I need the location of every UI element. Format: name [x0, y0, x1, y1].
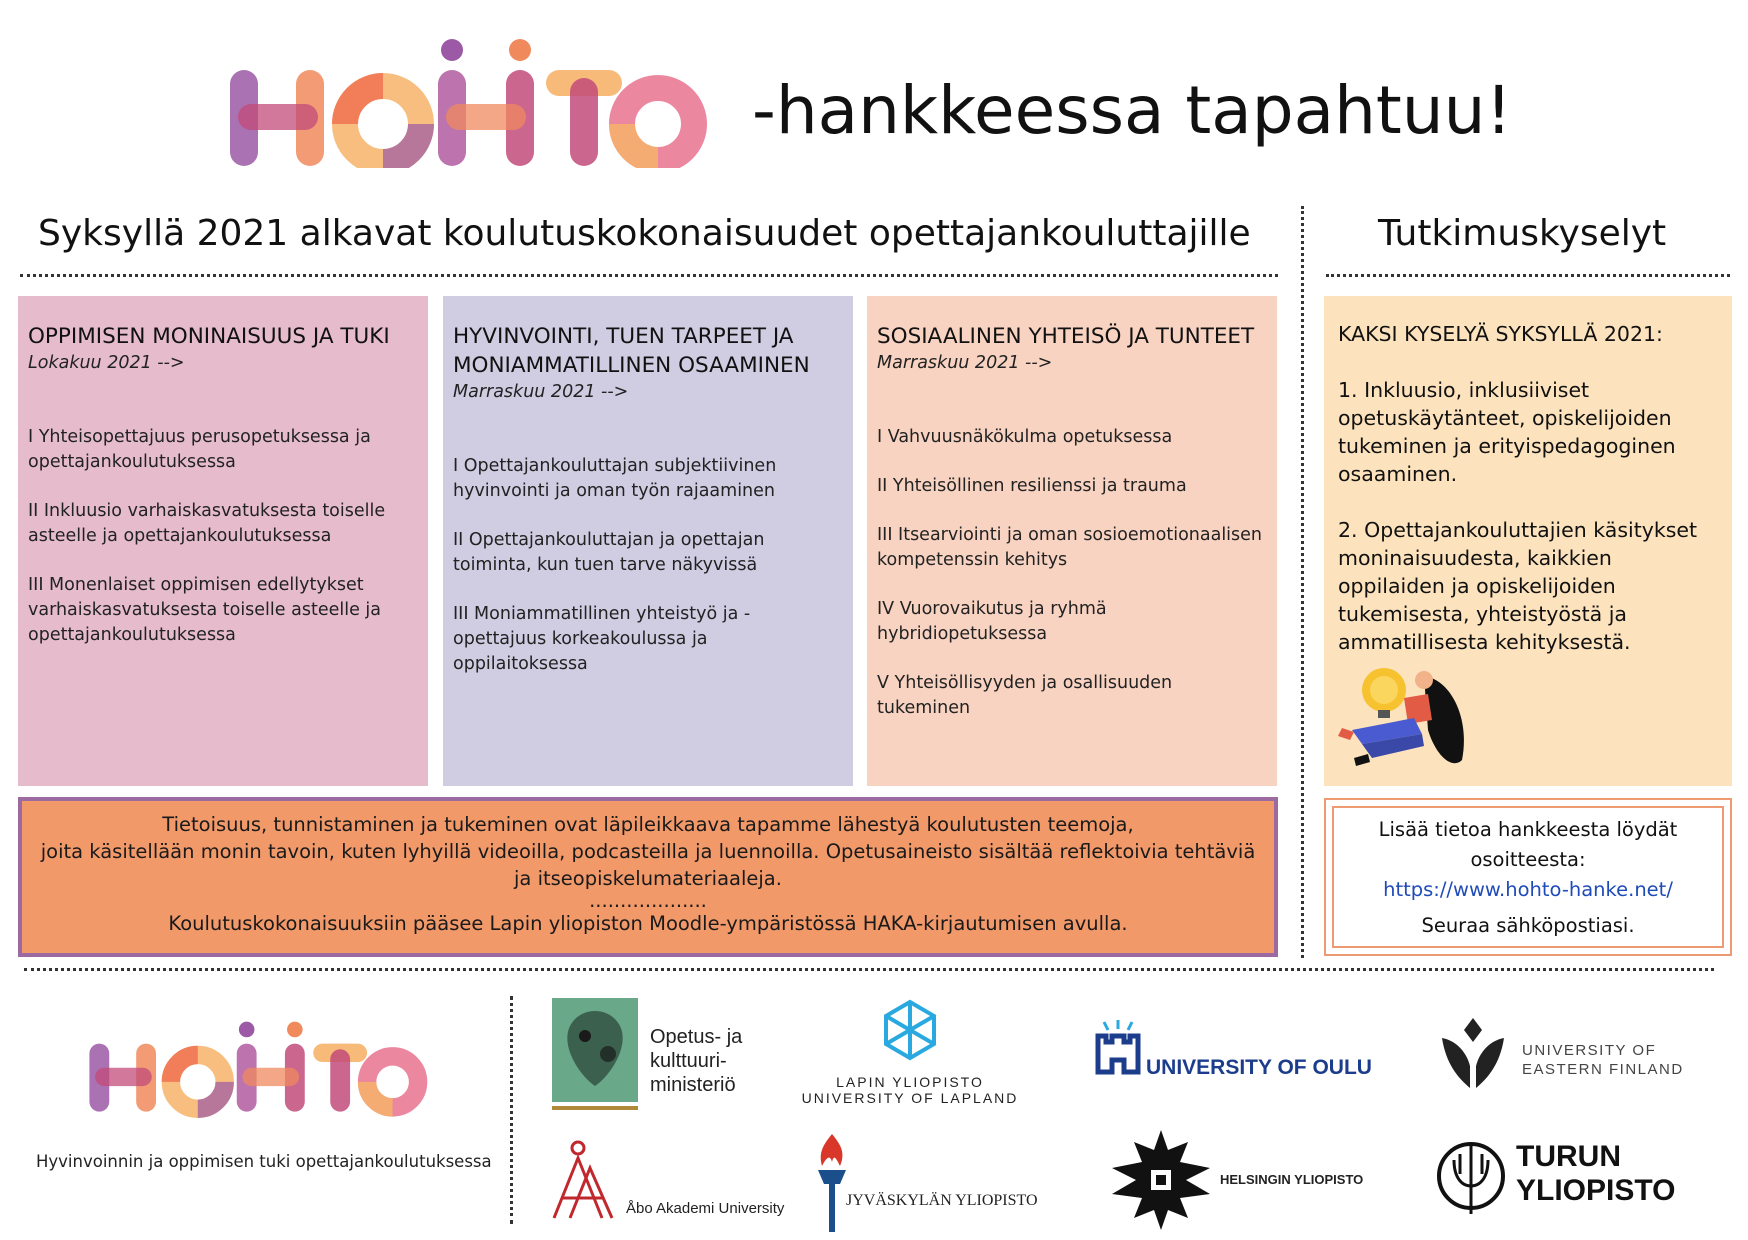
- turku-text-line: YLIOPISTO: [1516, 1174, 1676, 1207]
- okm-text-line: Opetus- ja: [650, 1026, 743, 1048]
- abo-text: Åbo Akademi University: [626, 1200, 785, 1217]
- oulu-castle-icon: [1094, 1020, 1142, 1076]
- left-title-divider: [20, 274, 1278, 277]
- helsinki-text: HELSINGIN YLIOPISTO: [1220, 1172, 1364, 1187]
- survey-item-2: 2. Opettajankouluttajien käsitykset moninaisuudesta, kaikkien oppilaiden ja opiskelijoiden tukemisesta, yhteistyöstä ja ammatillisesta kehityksestä.: [1338, 518, 1698, 654]
- oulu-text: UNIVERSITY OF OULU: [1146, 1056, 1372, 1079]
- footer-hohto-logo-graphic: [88, 1012, 428, 1122]
- card-title: SOSIAALINEN YHTEISÖ JA TUNTEET: [877, 324, 1255, 349]
- snowflake-icon: [878, 998, 942, 1064]
- footer-tagline: Hyvinvoinnin ja oppimisen tuki opettajankoulutuksessa: [36, 1152, 492, 1171]
- footer-divider: [24, 968, 1714, 971]
- card-date: Marraskuu 2021 -->: [453, 382, 629, 402]
- turku-emblem: [1436, 1134, 1506, 1220]
- training-card-wellbeing: [443, 296, 853, 786]
- card-item: II Yhteisöllinen resilienssi ja trauma: [877, 476, 1187, 496]
- survey-item-1: 1. Inkluusio, inklusiiviset opetuskäytänteet, opiskelijoiden tukeminen ja erityispedagoginen osaaminen.: [1338, 378, 1676, 486]
- footer-vertical-divider: [510, 996, 513, 1224]
- project-website-link[interactable]: https://www.hohto-hanke.net/: [1383, 878, 1673, 901]
- okm-text-line: kulttuuri-: [650, 1050, 727, 1072]
- okm-text-line: ministeriö: [650, 1074, 736, 1096]
- partner-helsinki-logo: [1106, 1128, 1366, 1236]
- info-banner: [18, 797, 1278, 957]
- headline: -hankkeessa tapahtuu!: [752, 72, 1512, 149]
- surveys-section-title: Tutkimuskyselyt: [1378, 213, 1667, 254]
- card-item: I Yhteisopettajuus perusopetuksessa ja opettajankoulutuksessa: [28, 427, 371, 472]
- lapland-text-fi: LAPIN YLIOPISTO: [836, 1074, 984, 1090]
- card-item: V Yhteisöllisyyden ja osallisuuden tukeminen: [877, 673, 1173, 718]
- partner-lapland-logo: [795, 998, 1025, 1114]
- vertical-divider: [1301, 206, 1304, 958]
- info-line: osoitteesta:: [1470, 848, 1586, 871]
- uef-leaf-icon: [1436, 1016, 1510, 1092]
- info-box: [1334, 815, 1722, 950]
- card-item: II Opettajankouluttajan ja opettajan toiminta, kun tuen tarve näkyvissä: [453, 530, 765, 575]
- lightbulb-person-illustration: [1332, 660, 1482, 780]
- partner-abo-logo: [552, 1140, 802, 1222]
- card-title: HYVINVOINTI, TUEN TARPEET JA MONIAMMATILLINEN OSAAMINEN: [453, 324, 810, 378]
- trainings-section-title: Syksyllä 2021 alkavat koulutuskokonaisuudet opettajankouluttajille: [38, 213, 1251, 254]
- uef-text-line: EASTERN FINLAND: [1522, 1061, 1684, 1078]
- partner-uef-logo: [1436, 1016, 1706, 1094]
- banner-separator: ...................: [589, 889, 707, 912]
- partner-oulu-logo: [1094, 1020, 1384, 1084]
- hohto-logo-graphic: [228, 38, 708, 168]
- banner-line: Koulutuskokonaisuuksiin pääsee Lapin yliopiston Moodle-ympäristössä HAKA-kirjautumisen avulla.: [168, 912, 1128, 935]
- partner-okm-logo: [550, 996, 750, 1116]
- abo-akademi-emblem: [552, 1140, 628, 1222]
- jyu-torch-icon: [810, 1132, 854, 1236]
- turku-text-line: TURUN: [1516, 1140, 1621, 1173]
- partner-jyu-logo: [810, 1132, 1060, 1238]
- okm-lion-emblem: [550, 996, 640, 1114]
- jyu-text: JYVÄSKYLÄN YLIOPISTO: [846, 1192, 1038, 1209]
- training-card-diversity: [18, 296, 428, 786]
- helsinki-flame-emblem: [1106, 1128, 1216, 1232]
- info-line: Lisää tietoa hankkeesta löydät: [1378, 818, 1678, 841]
- footer-hohto-logo: [88, 1012, 428, 1122]
- card-item: IV Vuorovaikutus ja ryhmä hybridiopetuksessa: [877, 599, 1107, 644]
- partner-turku-logo: [1436, 1134, 1706, 1224]
- card-item: II Inkluusio varhaiskasvatuksesta toiselle asteelle ja opettajankoulutuksessa: [28, 501, 386, 546]
- banner-line: Tietoisuus, tunnistaminen ja tukeminen ovat läpileikkaava tapamme lähestyä koulutusten teemoja,: [162, 813, 1134, 836]
- banner-line: ja itseopiskelumateriaaleja.: [514, 867, 782, 890]
- banner-line: joita käsitellään monin tavoin, kuten lyhyillä videoilla, podcasteilla ja luennoilla. Opetusaineisto sisältää reflektoivia tehtäviä: [40, 840, 1256, 863]
- hohto-logo: [228, 38, 708, 168]
- survey-card: [1324, 296, 1732, 786]
- card-date: Lokakuu 2021 -->: [28, 353, 185, 373]
- info-line: Seuraa sähköpostiasi.: [1421, 914, 1635, 937]
- uef-text-line: UNIVERSITY OF: [1522, 1042, 1657, 1059]
- right-title-divider: [1326, 274, 1730, 277]
- card-item: III Itsearviointi ja oman sosioemotionaalisen kompetenssin kehitys: [877, 525, 1263, 570]
- card-item: III Monenlaiset oppimisen edellytykset varhaiskasvatuksesta toiselle asteelle ja opettajankoulutuksessa: [28, 575, 381, 645]
- training-card-social: [867, 296, 1277, 786]
- lapland-text-en: UNIVERSITY OF LAPLAND: [801, 1090, 1019, 1106]
- card-item: III Moniammatillinen yhteistyö ja -opettajuus korkeakoulussa ja oppilaitoksessa: [453, 604, 751, 674]
- survey-heading: KAKSI KYSELYÄ SYKSYLLÄ 2021:: [1338, 322, 1663, 346]
- card-title: OPPIMISEN MONINAISUUS JA TUKI: [28, 324, 390, 349]
- card-item: I Vahvuusnäkökulma opetuksessa: [877, 427, 1173, 447]
- card-item: I Opettajankouluttajan subjektiivinen hyvinvointi ja oman työn rajaaminen: [453, 456, 777, 501]
- card-date: Marraskuu 2021 -->: [877, 353, 1053, 373]
